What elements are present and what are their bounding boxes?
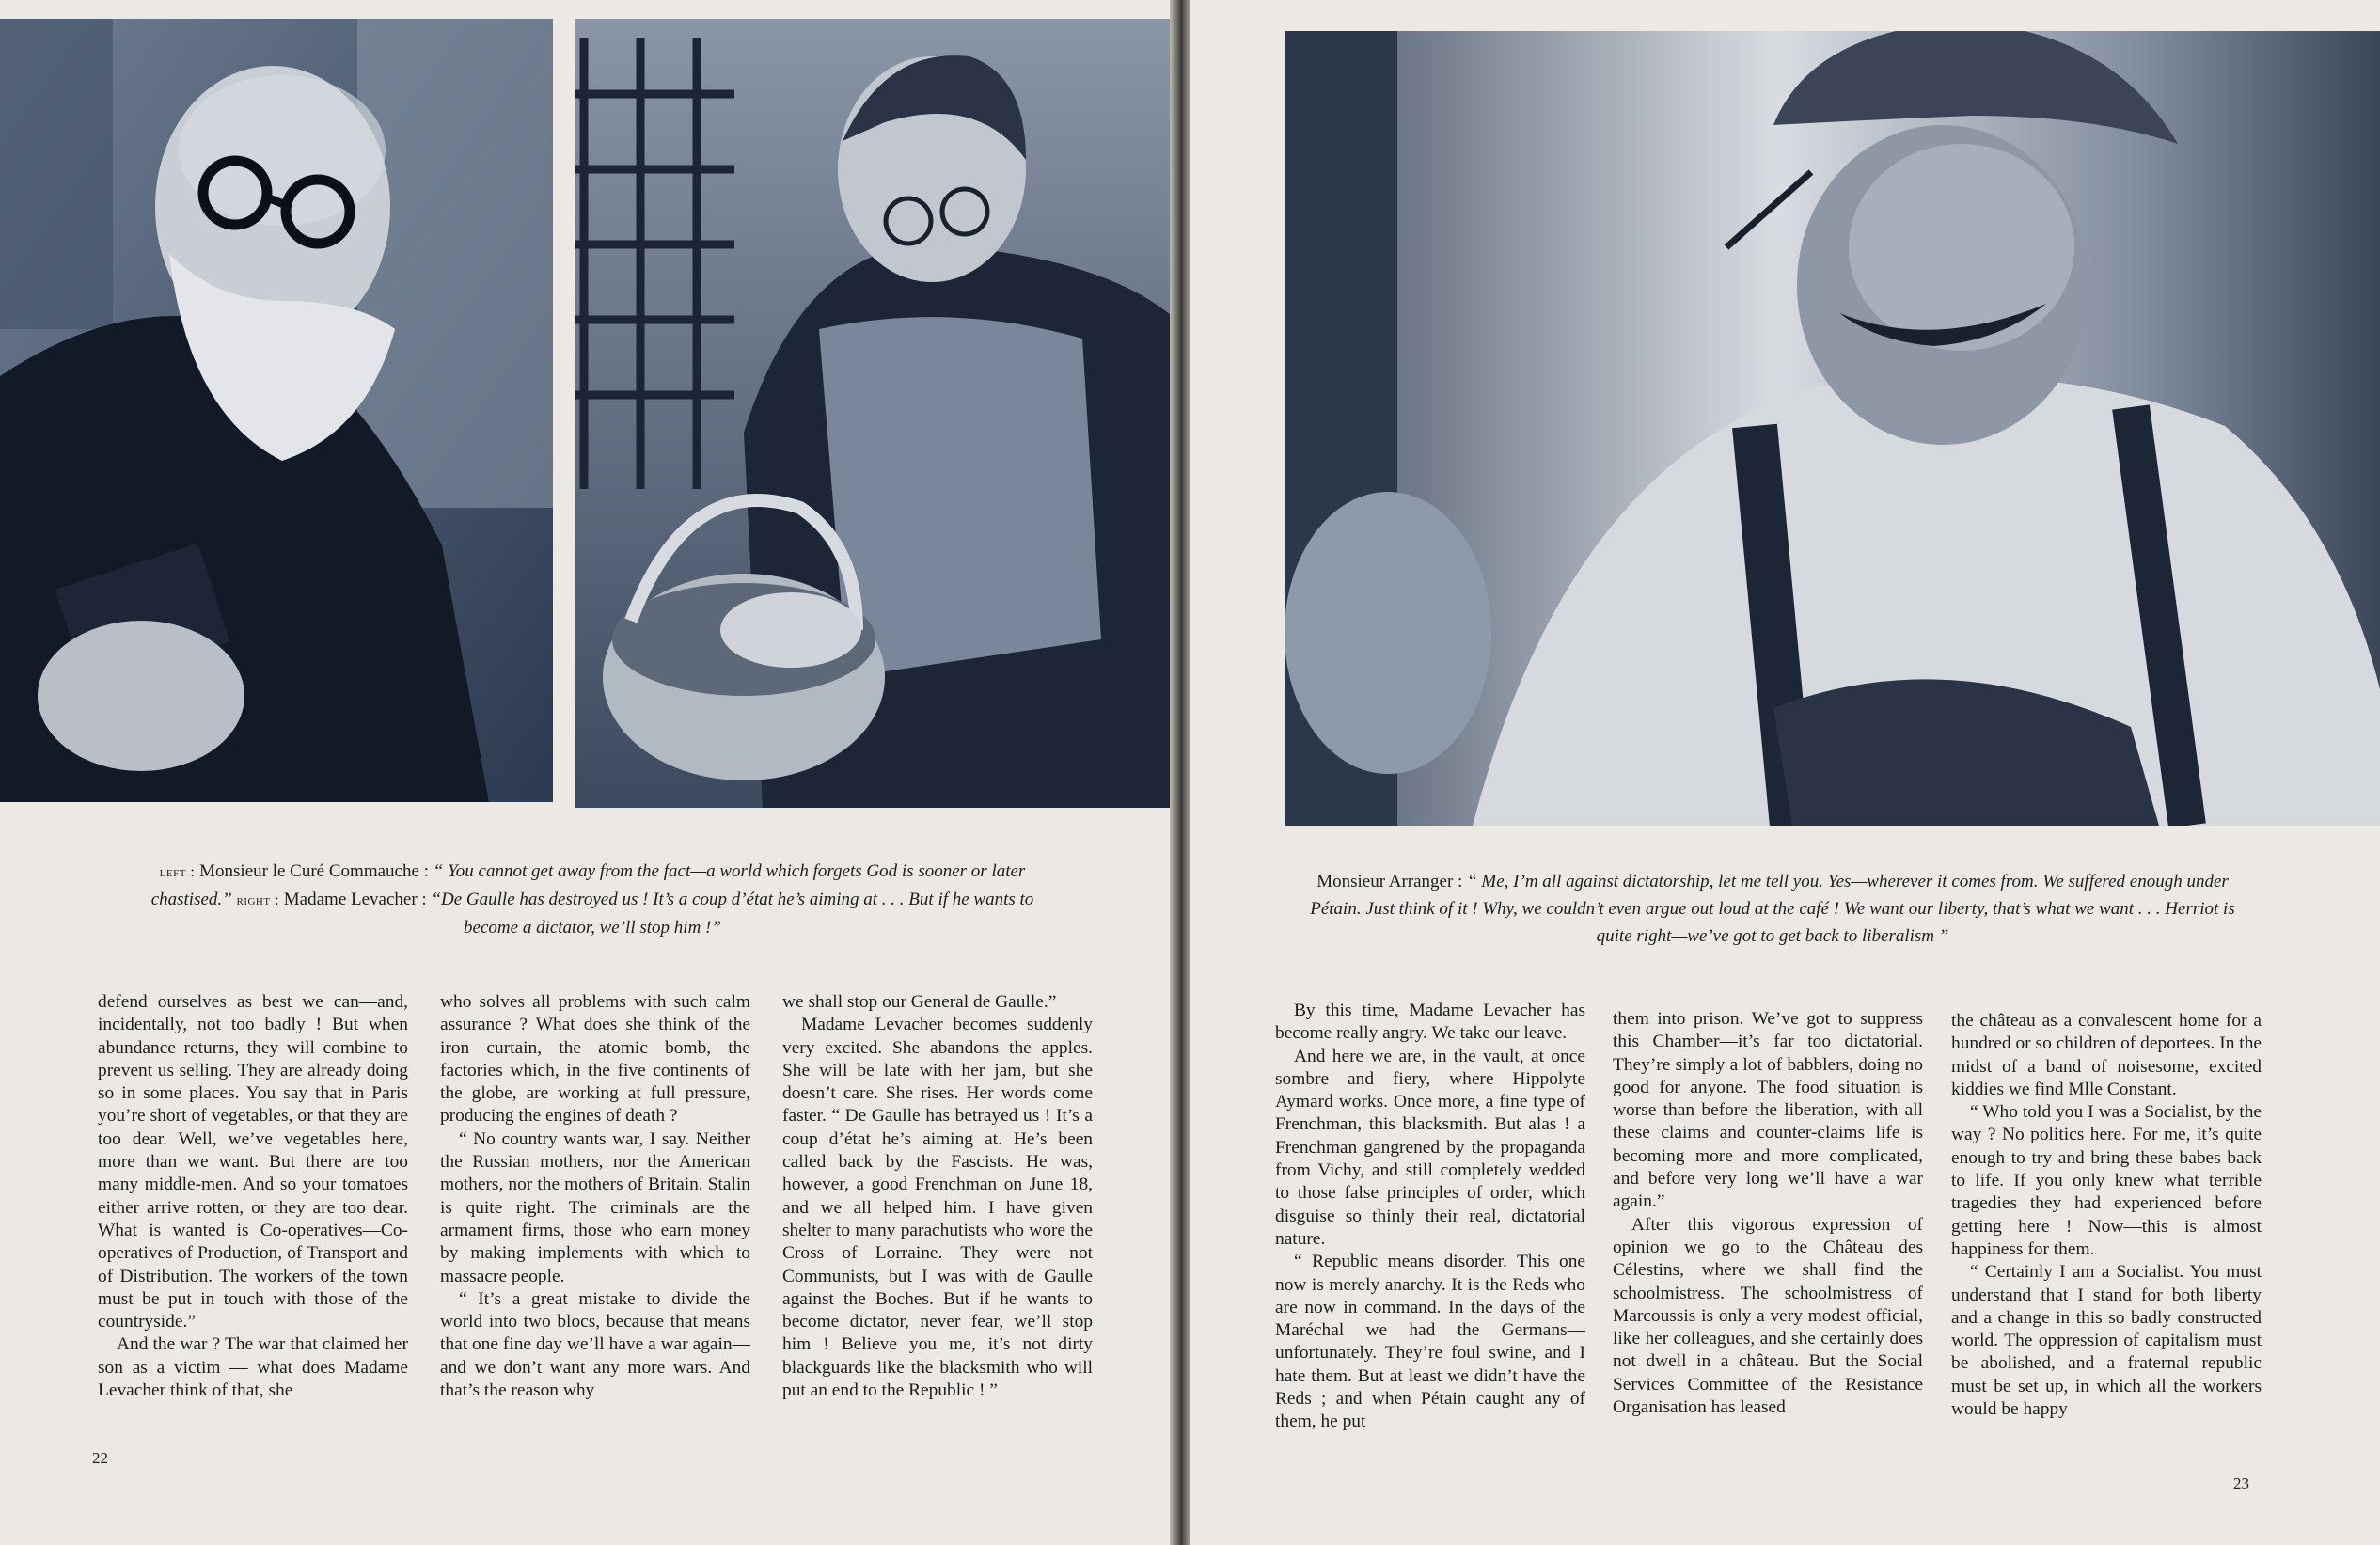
caption-right xyxy=(1298,868,2247,950)
paragraph: defend ourselves as best we can—and, incidentally, not too badly ! But when abundance returns, they will combine to prevent us selling. They are already doing so in some places. You say that in Paris you’re short of vegetables, or that they are too dear. Well, we’ve vegetables here, more than we want. But there are too many middle-men. And so your tomatoes either arrive rotten, or they are too dear. What is wanted is Co-operatives—Co-operatives of Production, of Transport and of Distribution. The workers of the town must be put in touch with those of the countryside.” xyxy=(98,992,408,1332)
photo-cure-commauche xyxy=(0,19,553,802)
left-page xyxy=(0,0,1174,1545)
paragraph: them into prison. We’ve got to suppress this Chamber—it’s far too dictatorial. They’re simply a lot of babblers, doing no good for anyone. The food situation is worse than before the liberation, with all these claims and counter-claims life is becoming more and more complicated, and before very long we’ll have a war again.” xyxy=(1613,1009,1923,1212)
caption-quote-cure: “ You cannot get away from the fact—a world which forgets God is sooner or later chastised.” xyxy=(150,861,1026,909)
page-number-right: 23 xyxy=(2233,1474,2249,1492)
right-page xyxy=(1187,0,2380,1545)
binding-gutter xyxy=(1170,0,1190,1545)
text-column-4 xyxy=(1275,1000,1585,1434)
caption-quote-arranger: “ Me, I’m all against dictatorship, let me tell you. Yes—wherever it comes from. We suffered enough under Pétain. Just think of it ! Why, we couldn’t even argue out loud at the café ! We want our liberty, that’s what we want . . . Herriot is quite right—we’ve got to get back to liberalism ” xyxy=(1310,872,2235,946)
text-column-5 xyxy=(1613,1008,1923,1419)
caption-quote-levacher: “De Gaulle has destroyed us ! It’s a coup d’état he’s aiming at . . . But if he wants to become a dictator, we’ll stop him !” xyxy=(431,890,1034,938)
photo-madame-levacher xyxy=(575,19,1174,808)
paragraph: And here we are, in the vault, at once sombre and fiery, where Hippolyte Aymard works. Once more, a fine type of Frenchman, this blacksmith. But alas ! a Frenchman gangrened by the propaganda from Vichy, and still completely wedded to those false principles of order, which disguise so thinly their real, dictatorial nature. xyxy=(1275,1046,1585,1249)
paragraph: “ Certainly I am a Socialist. You must understand that I stand for both liberty and a change in this so badly constructed world. The oppression of capitalism must be abolished, and a fraternal republic must be set up, in which all the workers would be happy xyxy=(1951,1262,2262,1420)
paragraph: Madame Levacher becomes suddenly very excited. She abandons the apples. She will be late with her jam, but she doesn’t care. She rises. Her words come faster. “ De Gaulle has betrayed us ! It’s a coup d’état he’s aiming at. He’s been called back by the Fascists. He was, however, a good Frenchman on June 18, and we all helped him. I have given shelter to many parachutists who wore the Cross of Lorraine. They were not Communists, but I was with de Gaulle against the Boches. But if he wants to become dictator, never fear, we’ll stop him ! Believe you me, it’s not dirty blackguards like the blacksmith who will put an end to the Republic ! ” xyxy=(782,1015,1093,1401)
paragraph: who solves all problems with such calm assurance ? What does she think of the iron curtain, the atomic bomb, the factories which, in the five continents of the globe, are working at full pressure, producing the engines of death ? xyxy=(440,992,750,1127)
paragraph: And the war ? The war that claimed her son as a victim — what does Madame Levacher think of that, she xyxy=(98,1334,408,1401)
paragraph: After this vigorous expression of opinion we go to the Château des Célestins, where we shall find the schoolmistress. The schoolmistress of Marcoussis is only a very modest official, like her colleagues, and she certainly does not dwell in a château. But the Social Services Committee of the Resistance Organisation has leased xyxy=(1613,1214,1923,1418)
paragraph: “ Republic means disorder. This one now is merely anarchy. It is the Reds who are now in command. In the days of the Maréchal we had the Germans—unfortunately. They’re foul swine, and I hate them. But at least we didn’t have the Reds ; and when Pétain caught any of them, he put xyxy=(1275,1252,1585,1432)
caption-name-cure: Monsieur le Curé Commauche : xyxy=(199,861,429,881)
text-column-6 xyxy=(1951,1010,2262,1421)
paragraph: “ No country wants war, I say. Neither the Russian mothers, nor the American mothers, nor the mothers of Britain. Stalin is quite right. The criminals are the armament firms, those who earn money by making implements with which to massacre people. xyxy=(440,1128,750,1286)
paragraph: “ Who told you I was a Socialist, by the way ? No politics here. For me, it’s quite enough to try and bring these babes back to life. If you only knew what terrible tragedies they had experienced before getting here ! Now—this is almost happiness for them. xyxy=(1951,1102,2262,1259)
page-number-left: 22 xyxy=(92,1449,108,1467)
paragraph: “ It’s a great mistake to divide the world into two blocs, because that means that one fine day we’ll have a war again—and we don’t want any more wars. And that’s the reason why xyxy=(440,1288,750,1401)
caption-label-right: right : xyxy=(236,892,280,908)
caption-name-levacher: Madame Levacher : xyxy=(283,890,427,909)
text-column-3 xyxy=(782,991,1093,1402)
paragraph: By this time, Madame Levacher has become really angry. We take our leave. xyxy=(1275,1001,1585,1044)
caption-left xyxy=(141,858,1044,941)
caption-label-left: left : xyxy=(159,864,196,880)
text-column-2 xyxy=(440,991,750,1402)
photo-monsieur-arranger xyxy=(1285,31,2380,826)
paragraph: we shall stop our General de Gaulle.” xyxy=(782,992,1057,1012)
caption-name-arranger: Monsieur Arranger : xyxy=(1316,872,1463,891)
text-column-1 xyxy=(98,991,408,1402)
paragraph: the château as a convalescent home for a hundred or so children of deportees. In the midst of a band of noisesome, excited kiddies we find Mlle Constant. xyxy=(1951,1011,2262,1099)
